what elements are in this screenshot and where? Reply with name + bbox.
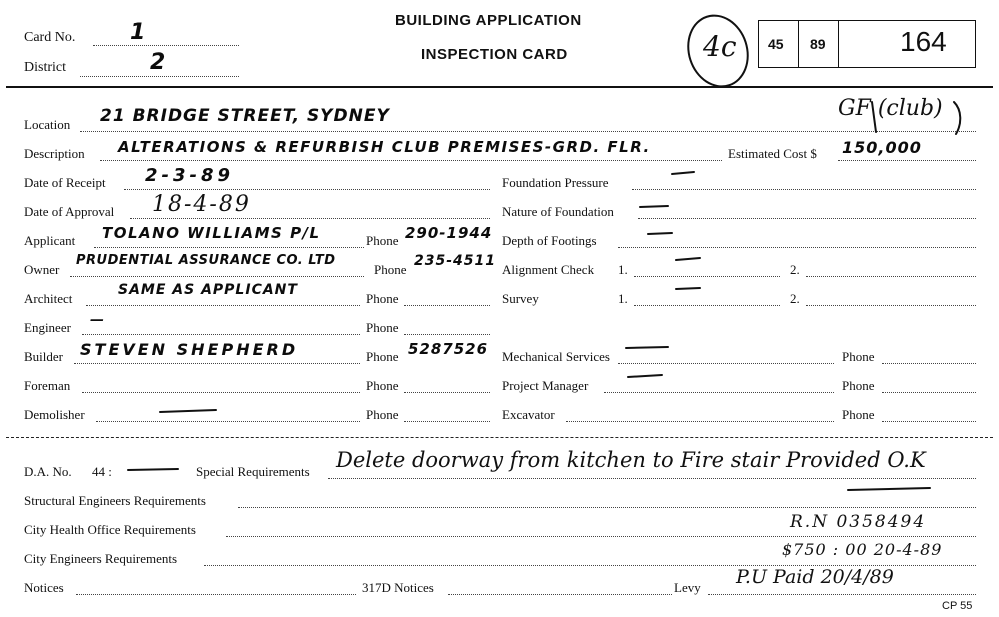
demolisher-phone-label: Phone — [366, 407, 399, 422]
levy-line — [708, 594, 976, 595]
form-code: CP 55 — [942, 600, 973, 612]
date-approval-label: Date of Approval — [24, 204, 115, 219]
owner-phone-value: 235-4511 — [414, 253, 496, 269]
builder-phone-value: 5287526 — [408, 340, 489, 358]
foundation-pressure-label: Foundation Pressure — [502, 175, 609, 190]
builder-value: STEVEN SHEPHERD — [80, 340, 299, 359]
alignment-check-num-1: 1. — [618, 262, 628, 277]
requirements-divider — [6, 437, 993, 438]
box-c-value: 164 — [900, 26, 947, 57]
foreman-label: Foreman — [24, 378, 71, 393]
notices-line — [76, 594, 356, 595]
location-note: GF (club) — [838, 96, 943, 121]
levy-value: P.U Paid 20/4/89 — [736, 566, 894, 588]
city-engineers-label: City Engineers Requirements — [24, 551, 178, 566]
project-manager-label: Project Manager — [502, 378, 589, 393]
applicant-phone-value: 290-1944 — [405, 224, 493, 242]
circled-mark-text: 4c — [703, 30, 737, 63]
health-line — [226, 536, 976, 537]
nature-foundation-label: Nature of Foundation — [502, 204, 614, 219]
survey-label: Survey — [502, 291, 539, 306]
alignment-check-num-2: 2. — [790, 262, 800, 277]
structural-line — [238, 507, 976, 508]
applicant-label: Applicant — [24, 233, 76, 248]
survey-num-1: 1. — [618, 291, 628, 306]
architect-value: SAME AS APPLICANT — [118, 282, 298, 298]
district-value: 2 — [150, 50, 167, 75]
structural-label: Structural Engineers Requirements — [24, 493, 206, 508]
box-b-value: 89 — [810, 36, 826, 52]
notices-317d-line — [448, 594, 672, 595]
date-approval-value: 18-4-89 — [152, 192, 251, 217]
city-engineers-value: $750 : 00 20-4-89 — [782, 540, 943, 559]
district-label: District — [24, 60, 66, 75]
estimated-cost-value: 150,000 — [842, 138, 922, 157]
date-receipt-value: 2-3-89 — [145, 165, 235, 186]
engineer-label: Engineer — [24, 320, 71, 335]
excavator-label: Excavator — [502, 407, 555, 422]
location-value: 21 BRIDGE STREET, SYDNEY — [100, 106, 390, 126]
special-requirements-label: Special Requirements — [196, 464, 310, 479]
depth-footings-label: Depth of Footings — [502, 233, 597, 248]
architect-phone-label: Phone — [366, 291, 399, 306]
notices-label: Notices — [24, 580, 64, 595]
health-value: R.N 0358494 — [790, 512, 927, 532]
location-label: Location — [24, 117, 71, 132]
form-title: BUILDING APPLICATION — [395, 12, 582, 29]
engineer-value: — — [90, 312, 105, 328]
builder-label: Builder — [24, 349, 63, 364]
description-label: Description — [24, 146, 85, 161]
da-no-label: D.A. No. — [24, 464, 72, 479]
excavator-phone-label: Phone — [842, 407, 875, 422]
date-receipt-label: Date of Receipt — [24, 175, 106, 190]
project-manager-phone-label: Phone — [842, 378, 875, 393]
applicant-value: TOLANO WILLIAMS P/L — [102, 224, 321, 242]
owner-phone-label: Phone — [374, 262, 407, 277]
engineer-phone-label: Phone — [366, 320, 399, 335]
applicant-phone-label: Phone — [366, 233, 399, 248]
foreman-phone-label: Phone — [366, 378, 399, 393]
owner-value: PRUDENTIAL ASSURANCE CO. LTD — [76, 253, 336, 268]
architect-label: Architect — [24, 291, 73, 306]
levy-label: Levy — [674, 580, 701, 595]
da-no-value: 44 : — [92, 464, 112, 479]
mechanical-phone-label: Phone — [842, 349, 875, 364]
form-subtitle: INSPECTION CARD — [421, 46, 568, 63]
owner-label: Owner — [24, 262, 60, 277]
notices-317d-label: 317D Notices — [362, 580, 434, 595]
survey-num-2: 2. — [790, 291, 800, 306]
builder-phone-label: Phone — [366, 349, 399, 364]
card-no-value: 1 — [130, 20, 147, 45]
estimated-cost-label: Estimated Cost $ — [728, 146, 817, 161]
health-label: City Health Office Requirements — [24, 522, 196, 537]
card-no-label: Card No. — [24, 30, 76, 45]
demolisher-label: Demolisher — [24, 407, 85, 422]
special-requirements-value: Delete doorway from kitchen to Fire stair Provided O.K — [336, 448, 926, 472]
mechanical-label: Mechanical Services — [502, 349, 610, 364]
alignment-check-label: Alignment Check — [502, 262, 595, 277]
description-value: ALTERATIONS & REFURBISH CLUB PREMISES-GRD. FLR. — [118, 138, 651, 156]
box-a-value: 45 — [768, 36, 784, 52]
special-requirements-line — [328, 478, 976, 479]
